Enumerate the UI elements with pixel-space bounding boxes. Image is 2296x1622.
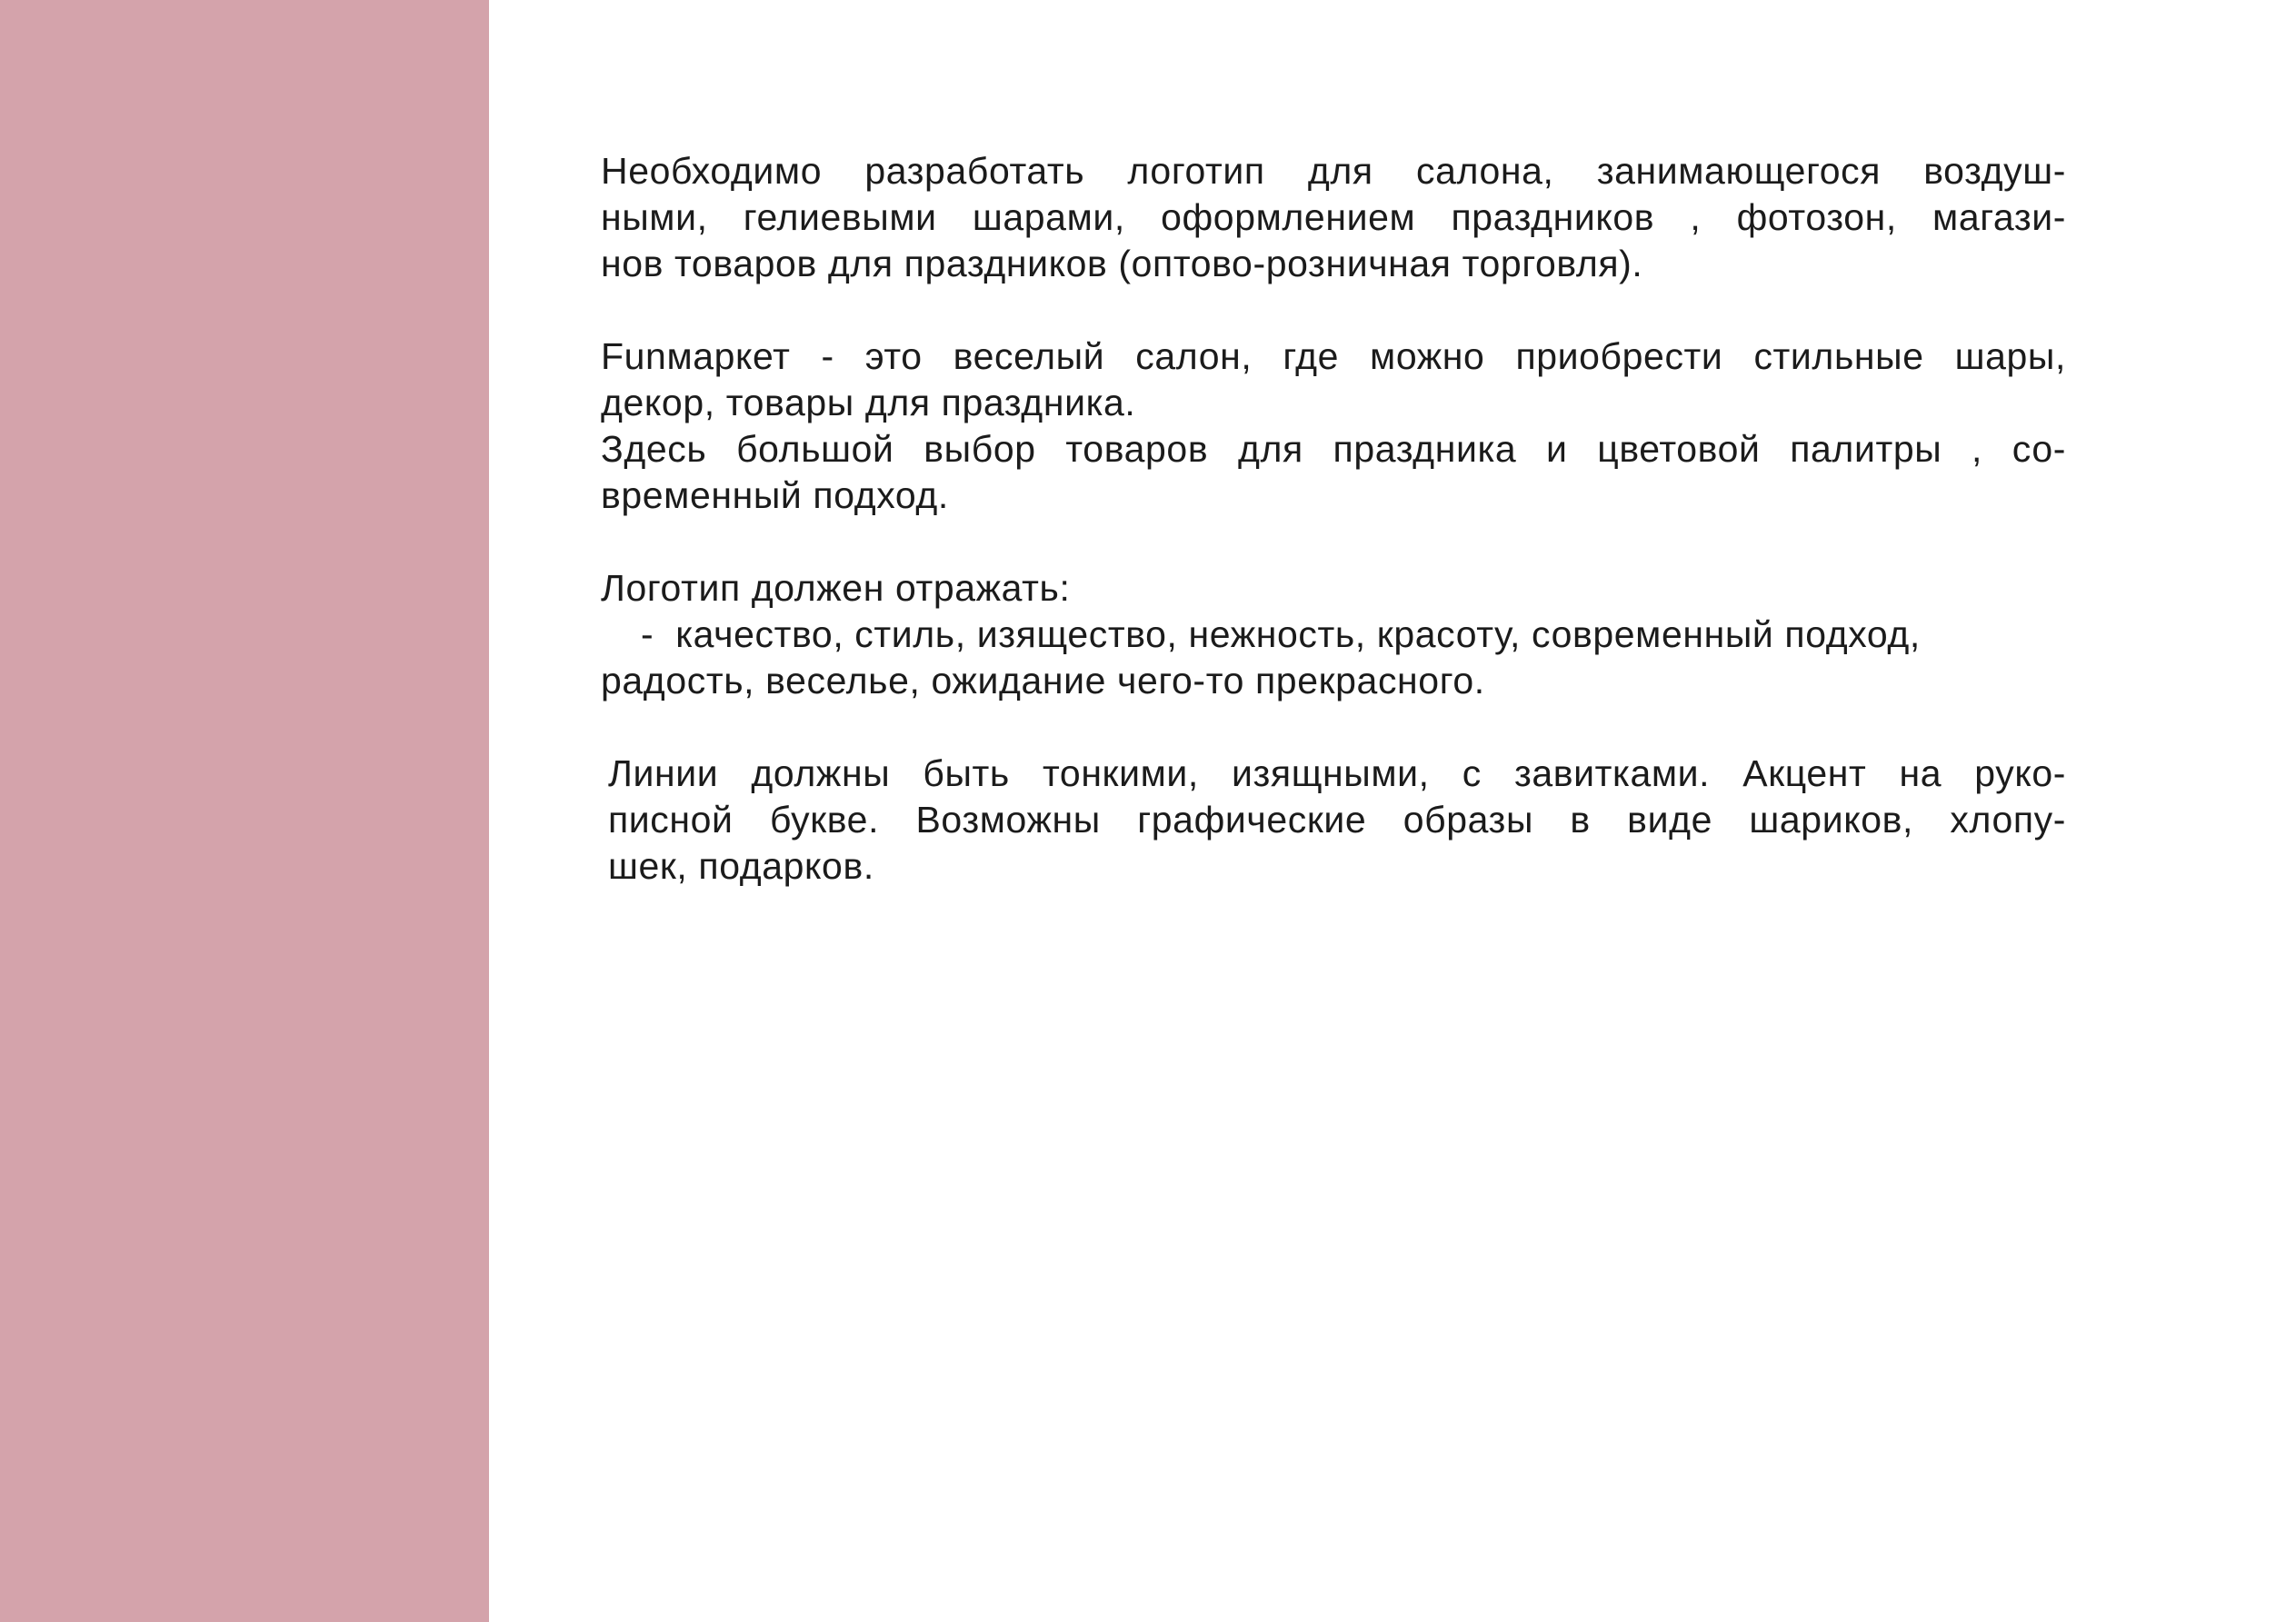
text-line: декор, товары для праздника. <box>601 382 1136 423</box>
text-line: Здесь большой выбор товаров для праздника и цветовой палитры , со- <box>601 428 2066 470</box>
list-item: - качество, стиль, изящество, нежность, красоту, современный подход, <box>619 613 1921 655</box>
text-line: нов товаров для праздников (оптово-розничная торговля). <box>601 243 1643 284</box>
text-line: Логотип должен отражать: <box>601 567 1071 609</box>
brief-text <box>601 148 2066 890</box>
paragraph-task <box>601 148 2066 287</box>
text-line: Линии должны быть тонкими, изящными, с завитками. Акцент на руко- <box>608 752 2066 794</box>
text-line: радость, веселье, ожидание чего-то прекрасного. <box>601 660 1485 702</box>
text-line: Funмаркет - это веселый салон, где можно приобрести стильные шары, <box>601 335 2066 377</box>
paragraph-style-notes <box>601 751 2066 890</box>
paragraph-description <box>601 333 2066 519</box>
text-line: Необходимо разработать логотип для салона, занимающегося воздуш- <box>601 150 2066 192</box>
text-line: временный подход. <box>601 474 949 516</box>
text-line: шек, подарков. <box>608 845 874 887</box>
decorative-side-band <box>0 0 489 1622</box>
paragraph-gap <box>601 287 2066 333</box>
paragraph-gap <box>601 519 2066 565</box>
paragraph-gap <box>601 704 2066 751</box>
text-line: ными, гелиевыми шарами, оформлением праздников , фотозон, магази- <box>601 196 2066 238</box>
text-line: писной букве. Возможны графические образы в виде шариков, хлопу- <box>608 799 2066 841</box>
paragraph-requirements <box>601 565 2066 704</box>
